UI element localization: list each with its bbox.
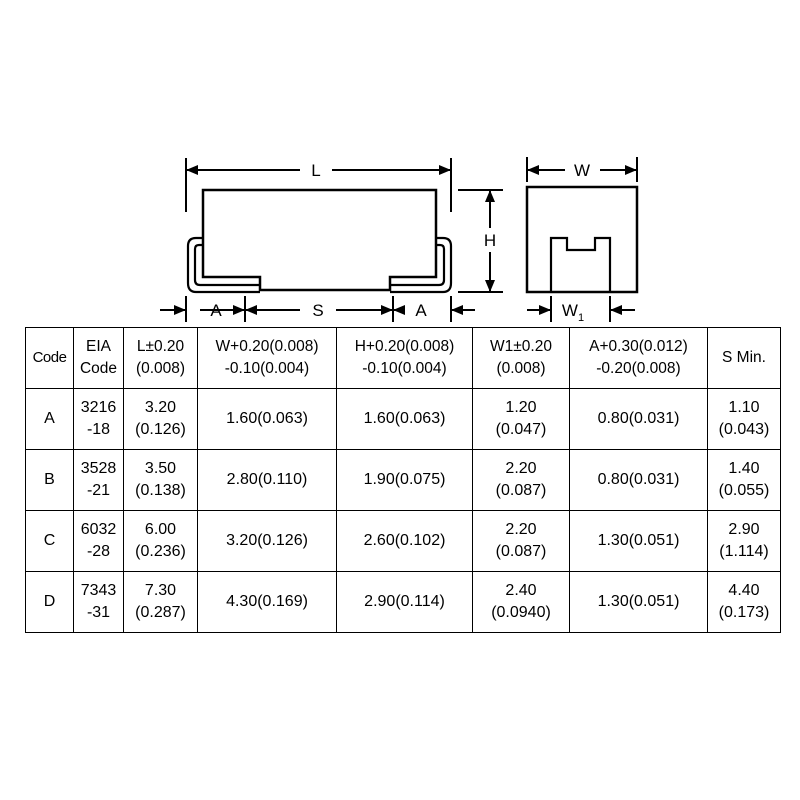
label-h: H	[483, 231, 497, 250]
cell-code: D	[26, 572, 74, 633]
table-row	[26, 450, 781, 511]
cell-w1: 1.20 (0.047)	[473, 389, 570, 450]
h-arrow-top	[485, 190, 495, 202]
cell-length: 7.30 (0.287)	[124, 572, 198, 633]
cell-w1: 2.20 (0.087)	[473, 450, 570, 511]
cell-w1: 2.40 (0.0940)	[473, 572, 570, 633]
cell-height: 1.90(0.075)	[337, 450, 473, 511]
label-a-right: A	[415, 301, 427, 320]
h-arrow-bottom	[485, 280, 495, 292]
cell-eia-code: 6032 -28	[74, 511, 124, 572]
label-a-left: A	[210, 301, 222, 320]
cell-length: 6.00 (0.236)	[124, 511, 198, 572]
cell-s-min: 1.40 (0.055)	[708, 450, 781, 511]
label-w1-subscript: 1	[577, 312, 585, 324]
cell-width: 2.80(0.110)	[198, 450, 337, 511]
cell-code: C	[26, 511, 74, 572]
table-header-row	[26, 328, 781, 389]
header-height: H+0.20(0.008) -0.10(0.004)	[337, 328, 473, 389]
table-body	[26, 389, 781, 633]
cell-width: 1.60(0.063)	[198, 389, 337, 450]
end-view	[527, 157, 637, 324]
w-arrow-right	[625, 165, 637, 175]
table-row	[26, 389, 781, 450]
l-arrow-left	[186, 165, 198, 175]
cell-length: 3.20 (0.126)	[124, 389, 198, 450]
cell-code: B	[26, 450, 74, 511]
cell-code: A	[26, 389, 74, 450]
label-w1-main: W	[561, 301, 578, 320]
header-w1: W1±0.20 (0.008)	[473, 328, 570, 389]
header-code: Code	[26, 328, 74, 389]
cell-a: 0.80(0.031)	[570, 389, 708, 450]
header-a: A+0.30(0.012) -0.20(0.008)	[570, 328, 708, 389]
a-left-arrow-outer	[174, 305, 186, 315]
header-s-min: S Min.	[708, 328, 781, 389]
capacitor-body-end	[527, 187, 637, 292]
w-arrow-left	[527, 165, 539, 175]
cell-s-min: 4.40 (0.173)	[708, 572, 781, 633]
cell-s-min: 2.90 (1.114)	[708, 511, 781, 572]
label-s: S	[312, 301, 324, 320]
label-w1	[562, 301, 584, 324]
cell-height: 2.90(0.114)	[337, 572, 473, 633]
cell-width: 4.30(0.169)	[198, 572, 337, 633]
w1-arrow-left	[539, 305, 551, 315]
a-right-arrow-outer	[451, 305, 463, 315]
cell-a: 1.30(0.051)	[570, 572, 708, 633]
cell-width: 3.20(0.126)	[198, 511, 337, 572]
capacitor-body-side	[203, 190, 436, 290]
capacitor-dimension-drawing	[0, 0, 800, 330]
cell-w1: 2.20 (0.087)	[473, 511, 570, 572]
side-view	[160, 158, 503, 322]
header-length: L±0.20 (0.008)	[124, 328, 198, 389]
cell-a: 0.80(0.031)	[570, 450, 708, 511]
header-eia-code: EIA Code	[74, 328, 124, 389]
w1-arrow-right	[610, 305, 622, 315]
cell-a: 1.30(0.051)	[570, 511, 708, 572]
cell-eia-code: 7343 -31	[74, 572, 124, 633]
cell-height: 1.60(0.063)	[337, 389, 473, 450]
dimension-table	[25, 327, 781, 633]
a-right-arrow-inner	[393, 305, 405, 315]
s-arrow-left	[245, 305, 257, 315]
table-row	[26, 511, 781, 572]
cell-s-min: 1.10 (0.043)	[708, 389, 781, 450]
label-l: L	[311, 161, 321, 180]
cell-eia-code: 3528 -21	[74, 450, 124, 511]
header-width: W+0.20(0.008) -0.10(0.004)	[198, 328, 337, 389]
table-row	[26, 572, 781, 633]
cell-length: 3.50 (0.138)	[124, 450, 198, 511]
cell-height: 2.60(0.102)	[337, 511, 473, 572]
s-arrow-right	[381, 305, 393, 315]
l-arrow-right	[439, 165, 451, 175]
cell-eia-code: 3216 -18	[74, 389, 124, 450]
label-w: W	[573, 161, 591, 180]
a-left-arrow-inner	[233, 305, 245, 315]
